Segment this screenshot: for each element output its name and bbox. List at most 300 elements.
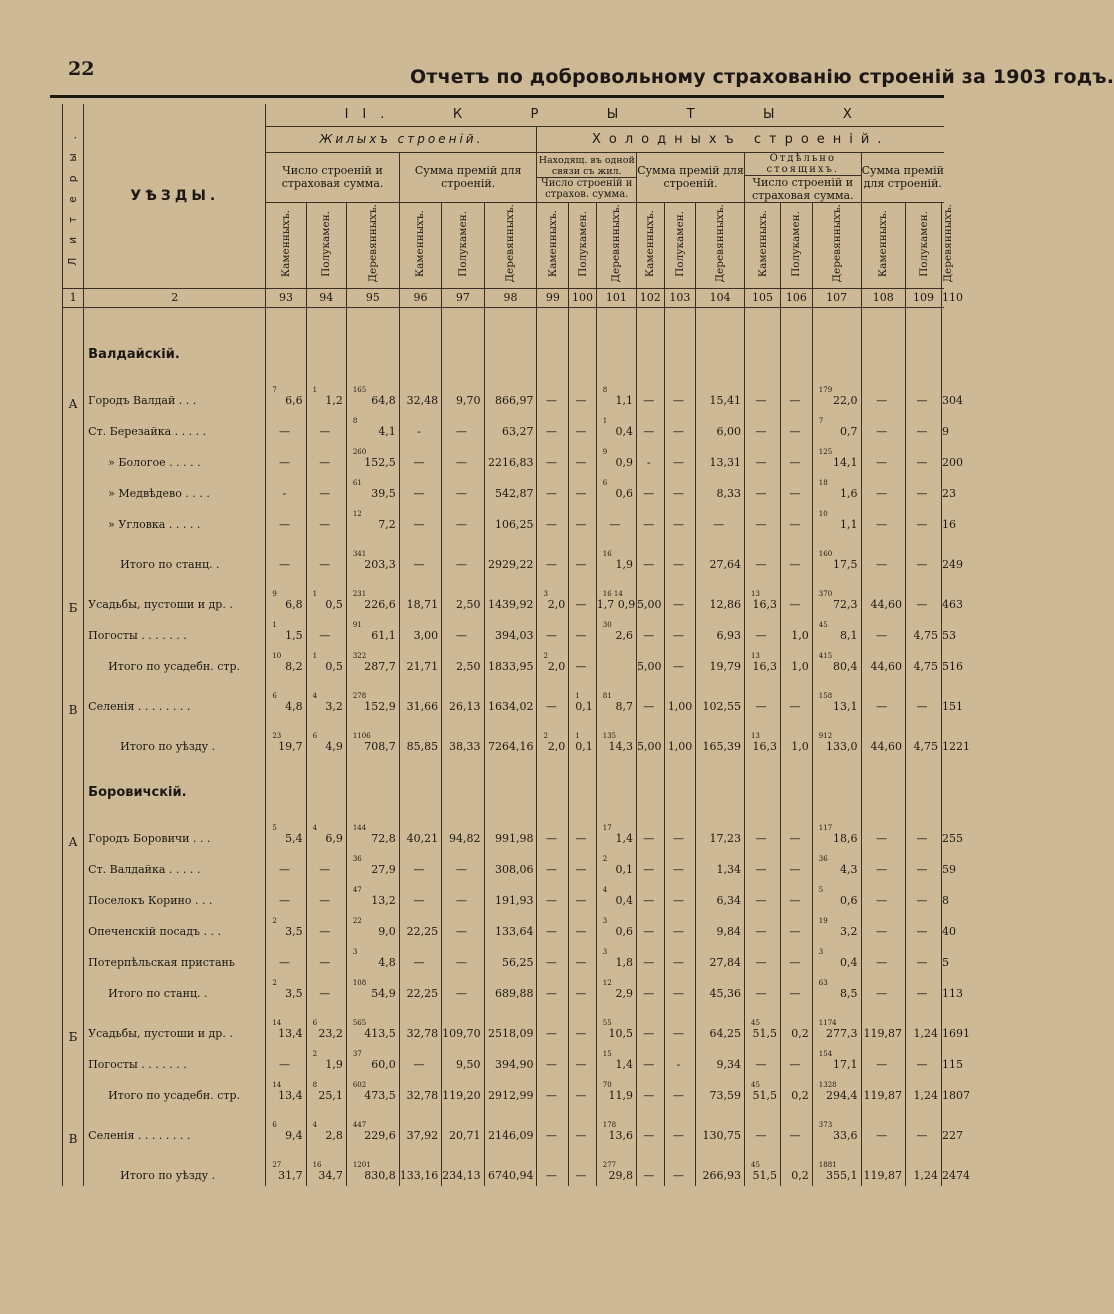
table-cell bbox=[664, 911, 696, 942]
table-cell bbox=[861, 615, 905, 646]
cell-value: 27,64 bbox=[709, 558, 742, 571]
table-cell bbox=[637, 442, 665, 473]
cell-value: 0,7 bbox=[840, 425, 858, 438]
cell-value: 3,5 bbox=[285, 925, 303, 938]
cell-value: — bbox=[672, 598, 684, 611]
count-superscript: 61 bbox=[352, 479, 362, 487]
count-superscript: 6 bbox=[602, 479, 608, 487]
table-cell bbox=[696, 535, 745, 575]
count-superscript: 81 bbox=[602, 692, 612, 700]
count-superscript: 565 bbox=[352, 1019, 367, 1027]
cell-value: 5 bbox=[942, 956, 949, 969]
cell-value: 8,5 bbox=[840, 987, 858, 1000]
cell-value: — bbox=[455, 518, 467, 531]
zhilykh-header: Жилыхъ строеній. bbox=[266, 126, 537, 152]
table-cell bbox=[442, 1146, 484, 1186]
table-row bbox=[63, 575, 945, 615]
table-cell bbox=[745, 1106, 781, 1146]
cell-value: — bbox=[413, 487, 425, 500]
table-cell bbox=[399, 473, 441, 504]
count-superscript: 179 bbox=[818, 386, 833, 394]
table-cell bbox=[781, 473, 813, 504]
cell-value: — bbox=[545, 558, 557, 571]
cell-value: 2,50 bbox=[456, 660, 481, 673]
cell-value: 27,9 bbox=[371, 863, 396, 876]
cell-value: 20,71 bbox=[449, 1129, 481, 1142]
table-cell bbox=[306, 646, 346, 677]
cell-value: 0,1 bbox=[575, 700, 593, 713]
cell-value: 102,55 bbox=[702, 700, 742, 713]
table-cell bbox=[664, 1146, 696, 1186]
count-superscript: 6 bbox=[312, 1019, 318, 1027]
table-cell bbox=[696, 809, 745, 849]
cell-value: 7,2 bbox=[378, 518, 396, 531]
cell-value: — bbox=[789, 1058, 801, 1071]
column-number: 101 bbox=[596, 288, 636, 307]
table-cell bbox=[569, 371, 597, 411]
cell-value: 830,8 bbox=[364, 1169, 396, 1182]
cell-value: 227 bbox=[942, 1129, 963, 1142]
column-number: 106 bbox=[781, 288, 813, 307]
cell-value: — bbox=[319, 487, 331, 500]
cell-value: 32,78 bbox=[406, 1027, 439, 1040]
cell-value: — bbox=[672, 558, 684, 571]
table-cell bbox=[781, 717, 813, 757]
count-superscript: 912 bbox=[818, 732, 833, 740]
cell-value: 2518,09 bbox=[487, 1027, 534, 1040]
table-cell bbox=[537, 942, 569, 973]
table-row bbox=[63, 1044, 945, 1075]
table-cell bbox=[569, 535, 597, 575]
cell-value: 38,33 bbox=[449, 740, 481, 753]
cell-value: — bbox=[455, 456, 467, 469]
table-cell bbox=[596, 615, 636, 646]
cell-value: — bbox=[672, 863, 684, 876]
otdelno-header: Отдѣльно стоящихъ. bbox=[745, 153, 860, 176]
table-cell bbox=[861, 1004, 905, 1044]
table-cell bbox=[812, 942, 861, 973]
table-cell bbox=[484, 1146, 537, 1186]
table-cell bbox=[306, 1146, 346, 1186]
table-cell bbox=[399, 809, 441, 849]
table-cell bbox=[781, 1004, 813, 1044]
table-cell bbox=[861, 575, 905, 615]
column-kam-header: Каменныхъ. bbox=[861, 202, 905, 288]
table-cell bbox=[745, 535, 781, 575]
count-superscript: 19 bbox=[818, 917, 828, 925]
table-cell bbox=[537, 1106, 569, 1146]
row-litera bbox=[63, 411, 84, 442]
count-superscript: 178 bbox=[602, 1121, 617, 1129]
cell-value: — bbox=[916, 1058, 928, 1071]
table-cell bbox=[537, 973, 569, 1004]
cell-value: — bbox=[672, 629, 684, 642]
table-cell bbox=[745, 1075, 781, 1106]
table-cell bbox=[596, 973, 636, 1004]
cell-value: — bbox=[575, 894, 587, 907]
table-cell bbox=[781, 411, 813, 442]
cell-value: — bbox=[643, 1089, 655, 1102]
table-cell bbox=[569, 575, 597, 615]
cell-value: — bbox=[413, 956, 425, 969]
cell-value: — bbox=[755, 832, 767, 845]
column-der-header: Деревянныхъ. bbox=[596, 202, 636, 288]
count-superscript: 45 bbox=[751, 1161, 760, 1169]
row-litera bbox=[63, 646, 84, 677]
table-cell bbox=[306, 615, 346, 646]
table-cell bbox=[399, 849, 441, 880]
cell-value: 56,25 bbox=[501, 956, 534, 969]
cell-value: — bbox=[876, 518, 888, 531]
row-litera bbox=[63, 880, 84, 911]
table-cell bbox=[346, 575, 399, 615]
table-cell bbox=[442, 442, 484, 473]
count-superscript: 278 bbox=[352, 692, 367, 700]
row-label: Селенія . . . . . . . . bbox=[84, 1106, 266, 1146]
cell-value: — bbox=[643, 1169, 655, 1182]
table-cell bbox=[637, 717, 665, 757]
table-cell bbox=[637, 677, 665, 717]
cell-value: 115 bbox=[942, 1058, 963, 1071]
count-superscript: 277 bbox=[602, 1161, 617, 1169]
cell-value: — bbox=[413, 518, 425, 531]
row-label: Усадьбы, пустоши и др. . bbox=[84, 575, 266, 615]
cell-value: 6,8 bbox=[285, 598, 303, 611]
table-cell bbox=[861, 1044, 905, 1075]
table-cell bbox=[569, 880, 597, 911]
cell-value: — bbox=[672, 394, 684, 407]
cell-value: — bbox=[755, 1129, 767, 1142]
table-cell bbox=[346, 535, 399, 575]
table-row bbox=[63, 371, 945, 411]
count-superscript: 5 bbox=[272, 824, 277, 832]
cell-value: — bbox=[789, 894, 801, 907]
cell-value: — bbox=[789, 863, 801, 876]
table-row bbox=[63, 473, 945, 504]
table-row bbox=[63, 615, 945, 646]
table-cell bbox=[537, 1044, 569, 1075]
cell-value: — bbox=[575, 660, 587, 673]
cell-value: 51,5 bbox=[752, 1169, 778, 1182]
count-superscript: 3 bbox=[543, 590, 548, 598]
cell-value: 1,8 bbox=[615, 956, 634, 969]
table-cell bbox=[266, 1106, 306, 1146]
table-cell bbox=[484, 809, 537, 849]
table-cell bbox=[781, 880, 813, 911]
cell-value: 5,00 bbox=[637, 660, 662, 673]
table-cell bbox=[861, 1106, 905, 1146]
cell-value: — bbox=[672, 1169, 684, 1182]
table-cell bbox=[266, 1004, 306, 1044]
cell-value: — bbox=[545, 425, 557, 438]
count-superscript: 1 bbox=[602, 417, 608, 425]
table-row bbox=[63, 911, 945, 942]
cell-value: 6,6 bbox=[285, 394, 303, 407]
table-cell bbox=[442, 646, 484, 677]
cell-value: 1,7 0,9 bbox=[596, 598, 636, 611]
table-row bbox=[63, 646, 945, 677]
table-cell bbox=[399, 646, 441, 677]
table-cell bbox=[906, 371, 942, 411]
cell-value: 2,0 bbox=[547, 740, 566, 753]
table-cell bbox=[306, 371, 346, 411]
cell-value: — bbox=[672, 487, 684, 500]
cell-value: — bbox=[755, 425, 767, 438]
column-number: 102 bbox=[637, 288, 665, 307]
table-cell bbox=[399, 1146, 441, 1186]
row-litera bbox=[63, 942, 84, 973]
cell-value: — bbox=[278, 456, 290, 469]
table-cell bbox=[861, 535, 905, 575]
count-superscript: 7 bbox=[272, 386, 277, 394]
table-cell bbox=[306, 1044, 346, 1075]
table-cell bbox=[442, 473, 484, 504]
row-label: Городъ Боровичи . . . bbox=[84, 809, 266, 849]
cell-value: — bbox=[755, 1058, 767, 1071]
table-row bbox=[63, 849, 945, 880]
row-label: Итого по усадебн. стр. bbox=[84, 646, 266, 677]
cell-value: 4,1 bbox=[378, 425, 396, 438]
cell-value: 5,00 bbox=[637, 740, 662, 753]
cell-value: 1,1 bbox=[840, 518, 858, 531]
cell-value: 16,3 bbox=[752, 740, 778, 753]
table-row bbox=[63, 1146, 945, 1186]
cell-value: - bbox=[282, 487, 287, 500]
table-cell bbox=[942, 411, 949, 442]
row-label: » Медвѣдево . . . . bbox=[84, 473, 266, 504]
count-superscript: 415 bbox=[818, 652, 833, 660]
table-cell bbox=[569, 1044, 597, 1075]
cell-value: 53 bbox=[942, 629, 956, 642]
table-cell bbox=[637, 411, 665, 442]
cell-value: — bbox=[413, 456, 425, 469]
cell-value: — bbox=[876, 700, 888, 713]
table-cell bbox=[306, 535, 346, 575]
cell-value: — bbox=[672, 956, 684, 969]
cell-value: 2929,22 bbox=[487, 558, 534, 571]
table-cell bbox=[399, 1044, 441, 1075]
column-number: 104 bbox=[696, 288, 745, 307]
table-cell bbox=[399, 880, 441, 911]
table-cell bbox=[266, 504, 306, 535]
table-cell bbox=[906, 1146, 942, 1186]
count-superscript: 37 bbox=[352, 1050, 362, 1058]
table-cell bbox=[745, 717, 781, 757]
cell-value: 26,13 bbox=[449, 700, 481, 713]
count-superscript: 1 bbox=[272, 621, 277, 629]
cell-value: — bbox=[545, 894, 557, 907]
cell-value: — bbox=[789, 518, 801, 531]
cell-value: 23,2 bbox=[318, 1027, 343, 1040]
cell-value: 1,00 bbox=[667, 700, 693, 713]
table-cell bbox=[906, 1075, 942, 1106]
row-litera bbox=[63, 473, 84, 504]
count-superscript: 10 bbox=[818, 510, 828, 518]
table-cell bbox=[596, 1106, 636, 1146]
cell-value: 394,90 bbox=[494, 1058, 534, 1071]
table-cell bbox=[596, 1004, 636, 1044]
cell-value: — bbox=[643, 863, 655, 876]
table-cell bbox=[745, 1146, 781, 1186]
count-superscript: 16 bbox=[602, 550, 612, 558]
table-cell bbox=[696, 575, 745, 615]
cell-value: — bbox=[789, 558, 801, 571]
cell-value: — bbox=[575, 832, 587, 845]
table-cell bbox=[484, 1044, 537, 1075]
count-superscript: 165 bbox=[352, 386, 367, 394]
cell-value: 0,6 bbox=[840, 894, 858, 907]
table-cell bbox=[637, 973, 665, 1004]
chislo1-header: Число строеній и страховая сумма. bbox=[266, 152, 399, 202]
cell-value: 9 bbox=[942, 425, 949, 438]
table-cell bbox=[306, 411, 346, 442]
table-cell bbox=[266, 575, 306, 615]
row-label: Городъ Валдай . . . bbox=[84, 371, 266, 411]
cell-value: 0,4 bbox=[615, 894, 634, 907]
table-cell bbox=[812, 717, 861, 757]
cell-value: 255 bbox=[942, 832, 963, 845]
table-cell bbox=[399, 717, 441, 757]
cell-value: 689,88 bbox=[494, 987, 534, 1000]
cell-value: — bbox=[575, 598, 587, 611]
cell-value: 0,4 bbox=[840, 956, 858, 969]
table-cell bbox=[484, 849, 537, 880]
table-cell bbox=[861, 646, 905, 677]
cell-value: 4,75 bbox=[913, 629, 938, 642]
cell-value: 200 bbox=[942, 456, 963, 469]
cell-value: — bbox=[789, 987, 801, 1000]
table-cell bbox=[781, 371, 813, 411]
table-cell bbox=[696, 1075, 745, 1106]
table-cell bbox=[596, 411, 636, 442]
table-cell bbox=[442, 1106, 484, 1146]
cell-value: 61,1 bbox=[371, 629, 396, 642]
count-superscript: 2 bbox=[272, 917, 277, 925]
cell-value: 1,6 bbox=[840, 487, 858, 500]
table-cell bbox=[569, 942, 597, 973]
table-cell bbox=[664, 1044, 696, 1075]
table-cell bbox=[346, 442, 399, 473]
cell-value: — bbox=[575, 956, 587, 969]
cell-value: 12,86 bbox=[709, 598, 742, 611]
table-cell bbox=[942, 677, 963, 717]
cell-value: 32,48 bbox=[406, 394, 439, 407]
table-cell bbox=[664, 442, 696, 473]
table-cell bbox=[399, 1075, 441, 1106]
table-cell bbox=[781, 973, 813, 1004]
count-superscript: 12 bbox=[352, 510, 362, 518]
table-cell bbox=[306, 973, 346, 1004]
cell-value: 106,25 bbox=[494, 518, 534, 531]
cell-value: — bbox=[789, 925, 801, 938]
table-cell bbox=[484, 973, 537, 1004]
table-cell bbox=[346, 1146, 399, 1186]
cell-value: 14,3 bbox=[608, 740, 634, 753]
table-cell bbox=[637, 809, 665, 849]
cell-value: — bbox=[643, 629, 655, 642]
table-cell bbox=[346, 973, 399, 1004]
table-cell bbox=[346, 809, 399, 849]
cell-value: 2474 bbox=[942, 1169, 970, 1182]
table-cell bbox=[266, 1075, 306, 1106]
table-cell bbox=[664, 1106, 696, 1146]
table-cell bbox=[569, 1146, 597, 1186]
table-cell bbox=[861, 411, 905, 442]
cell-value: — bbox=[278, 863, 290, 876]
cell-value: 294,4 bbox=[826, 1089, 858, 1102]
count-superscript: 125 bbox=[818, 448, 833, 456]
table-cell bbox=[484, 677, 537, 717]
cell-value: — bbox=[672, 425, 684, 438]
column-polu-header: Полукамен. bbox=[442, 202, 484, 288]
cell-value: 22,25 bbox=[406, 925, 439, 938]
cell-value: 9,0 bbox=[378, 925, 396, 938]
cell-value: — bbox=[319, 456, 331, 469]
table-cell bbox=[306, 911, 346, 942]
cell-value: 2146,09 bbox=[487, 1129, 534, 1142]
spacer-row bbox=[63, 757, 945, 775]
table-cell bbox=[906, 1106, 942, 1146]
cell-value: 13,2 bbox=[371, 894, 396, 907]
count-superscript: 3 bbox=[818, 948, 824, 956]
table-cell bbox=[696, 473, 745, 504]
cell-value: 6,34 bbox=[716, 894, 742, 907]
table-cell bbox=[306, 1075, 346, 1106]
cell-value: — bbox=[319, 425, 331, 438]
table-cell bbox=[745, 411, 781, 442]
table-cell bbox=[696, 442, 745, 473]
table-cell bbox=[664, 646, 696, 677]
cell-value: 1439,92 bbox=[487, 598, 534, 611]
cell-value: — bbox=[575, 518, 587, 531]
column-der-header: Деревянныхъ. bbox=[696, 202, 745, 288]
cell-value: — bbox=[455, 925, 467, 938]
column-number: 109 bbox=[906, 288, 942, 307]
table-cell bbox=[484, 1106, 537, 1146]
cell-value: 191,93 bbox=[494, 894, 534, 907]
table-cell bbox=[306, 809, 346, 849]
cell-value: — bbox=[643, 700, 655, 713]
table-cell bbox=[664, 849, 696, 880]
count-superscript: 2 bbox=[543, 732, 548, 740]
cell-value: — bbox=[545, 394, 557, 407]
cell-value: 44,60 bbox=[870, 660, 902, 673]
row-litera: Б bbox=[63, 575, 84, 615]
table-cell bbox=[399, 615, 441, 646]
cell-value: — bbox=[672, 660, 684, 673]
cell-value: 266,93 bbox=[702, 1169, 742, 1182]
cell-value: 1,9 bbox=[615, 558, 634, 571]
row-litera bbox=[63, 1146, 84, 1186]
count-superscript: 370 bbox=[818, 590, 833, 598]
cell-value: 304 bbox=[942, 394, 963, 407]
cell-value: — bbox=[916, 394, 928, 407]
cell-value: 2,8 bbox=[325, 1129, 343, 1142]
cell-value: 0,2 bbox=[791, 1027, 809, 1040]
table-cell bbox=[745, 942, 781, 973]
table-cell bbox=[906, 1044, 942, 1075]
cell-value: 17,23 bbox=[709, 832, 742, 845]
count-superscript: 2 bbox=[312, 1050, 318, 1058]
table-cell bbox=[745, 473, 781, 504]
cell-value: 0,4 bbox=[615, 425, 634, 438]
cell-value: 18,71 bbox=[406, 598, 439, 611]
row-label: Усадьбы, пустоши и др. . bbox=[84, 1004, 266, 1044]
table-cell bbox=[306, 473, 346, 504]
cell-value: — bbox=[319, 518, 331, 531]
count-superscript: 322 bbox=[352, 652, 367, 660]
cell-value: 54,9 bbox=[371, 987, 396, 1000]
